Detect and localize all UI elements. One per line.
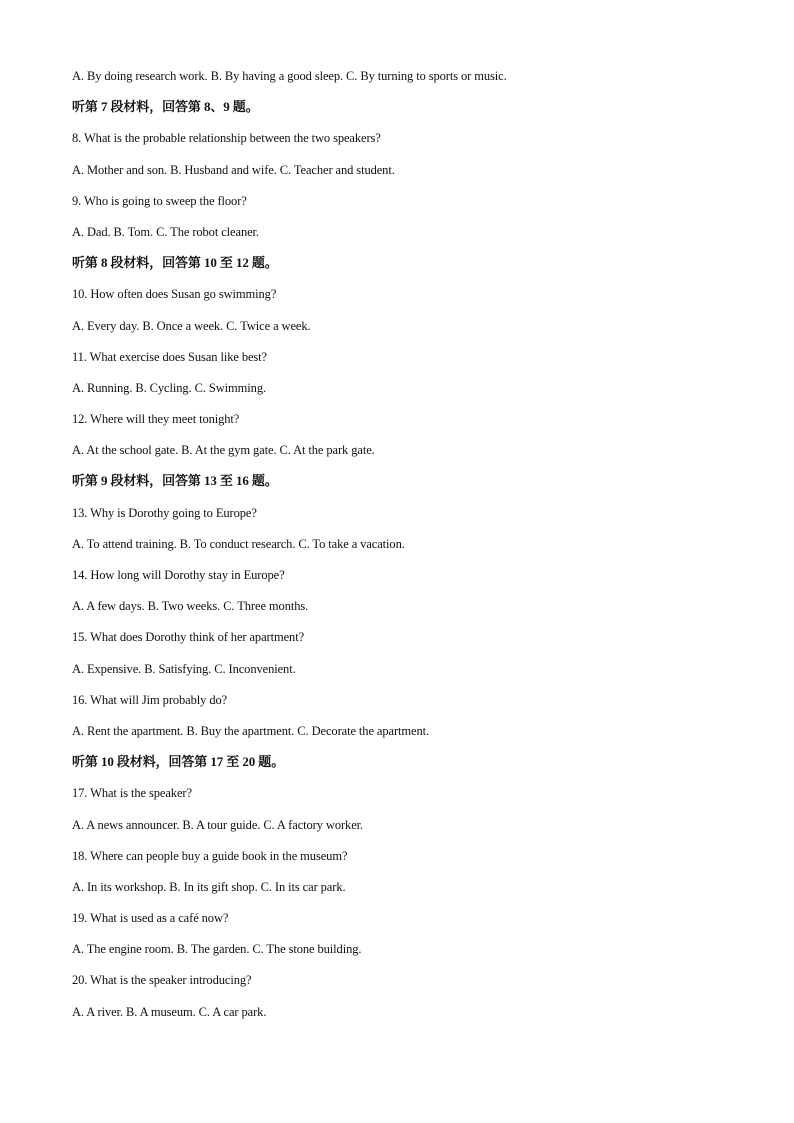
question-line: A. Every day. B. Once a week. C. Twice a week. [72, 318, 311, 333]
exam-page [72, 64, 732, 1031]
question-line: A. Rent the apartment. B. Buy the apartment. C. Decorate the apartment. [72, 723, 430, 738]
question-line: 15. What does Dorothy think of her apartment? [72, 630, 305, 645]
question-line: A. By doing research work. B. By having a good sleep. C. By turning to sports or music. [72, 69, 507, 83]
question-line: A. To attend training. B. To conduct research. C. To take a vacation. [72, 536, 405, 551]
question-line: 12. Where will they meet tonight? [72, 412, 240, 427]
question-line: 14. How long will Dorothy stay in Europe? [72, 568, 285, 582]
section-heading: 听第 8 段材料，回答第 10 至 12 题。 [72, 255, 278, 271]
question-line: A. A few days. B. Two weeks. C. Three months. [72, 599, 309, 614]
question-line: A. Dad. B. Tom. C. The robot cleaner. [72, 224, 259, 239]
question-line: 17. What is the speaker? [72, 786, 192, 801]
section-heading: 听第 9 段材料，回答第 13 至 16 题。 [72, 473, 278, 489]
question-line: 19. What is used as a café now? [72, 911, 229, 926]
question-line: 16. What will Jim probably do? [72, 692, 228, 707]
question-line: A. A news announcer. B. A tour guide. C. A factory worker. [72, 817, 364, 832]
question-line: 10. How often does Susan go swimming? [72, 287, 277, 302]
section-heading: 听第 10 段材料，回答第 17 至 20 题。 [72, 754, 285, 770]
question-line: A. At the school gate. B. At the gym gate. C. At the park gate. [72, 443, 375, 458]
question-line: 20. What is the speaker introducing? [72, 973, 252, 988]
question-line: A. Running. B. Cycling. C. Swimming. [72, 380, 266, 395]
question-line: 11. What exercise does Susan like best? [72, 349, 268, 364]
question-line: A. Expensive. B. Satisfying. C. Inconvenient. [72, 661, 296, 676]
section-heading: 听第 7 段材料，回答第 8、9 题。 [72, 99, 259, 115]
question-line: 18. Where can people buy a guide book in the museum? [72, 848, 348, 863]
question-line: A. The engine room. B. The garden. C. The stone building. [72, 942, 362, 957]
question-line: A. In its workshop. B. In its gift shop. C. In its car park. [72, 879, 346, 894]
question-line: 9. Who is going to sweep the floor? [72, 193, 247, 208]
question-line: A. Mother and son. B. Husband and wife. C. Teacher and student. [72, 162, 395, 177]
question-line: A. A river. B. A museum. C. A car park. [72, 1004, 267, 1019]
question-line: 13. Why is Dorothy going to Europe? [72, 505, 257, 520]
question-line: 8. What is the probable relationship between the two speakers? [72, 131, 381, 146]
